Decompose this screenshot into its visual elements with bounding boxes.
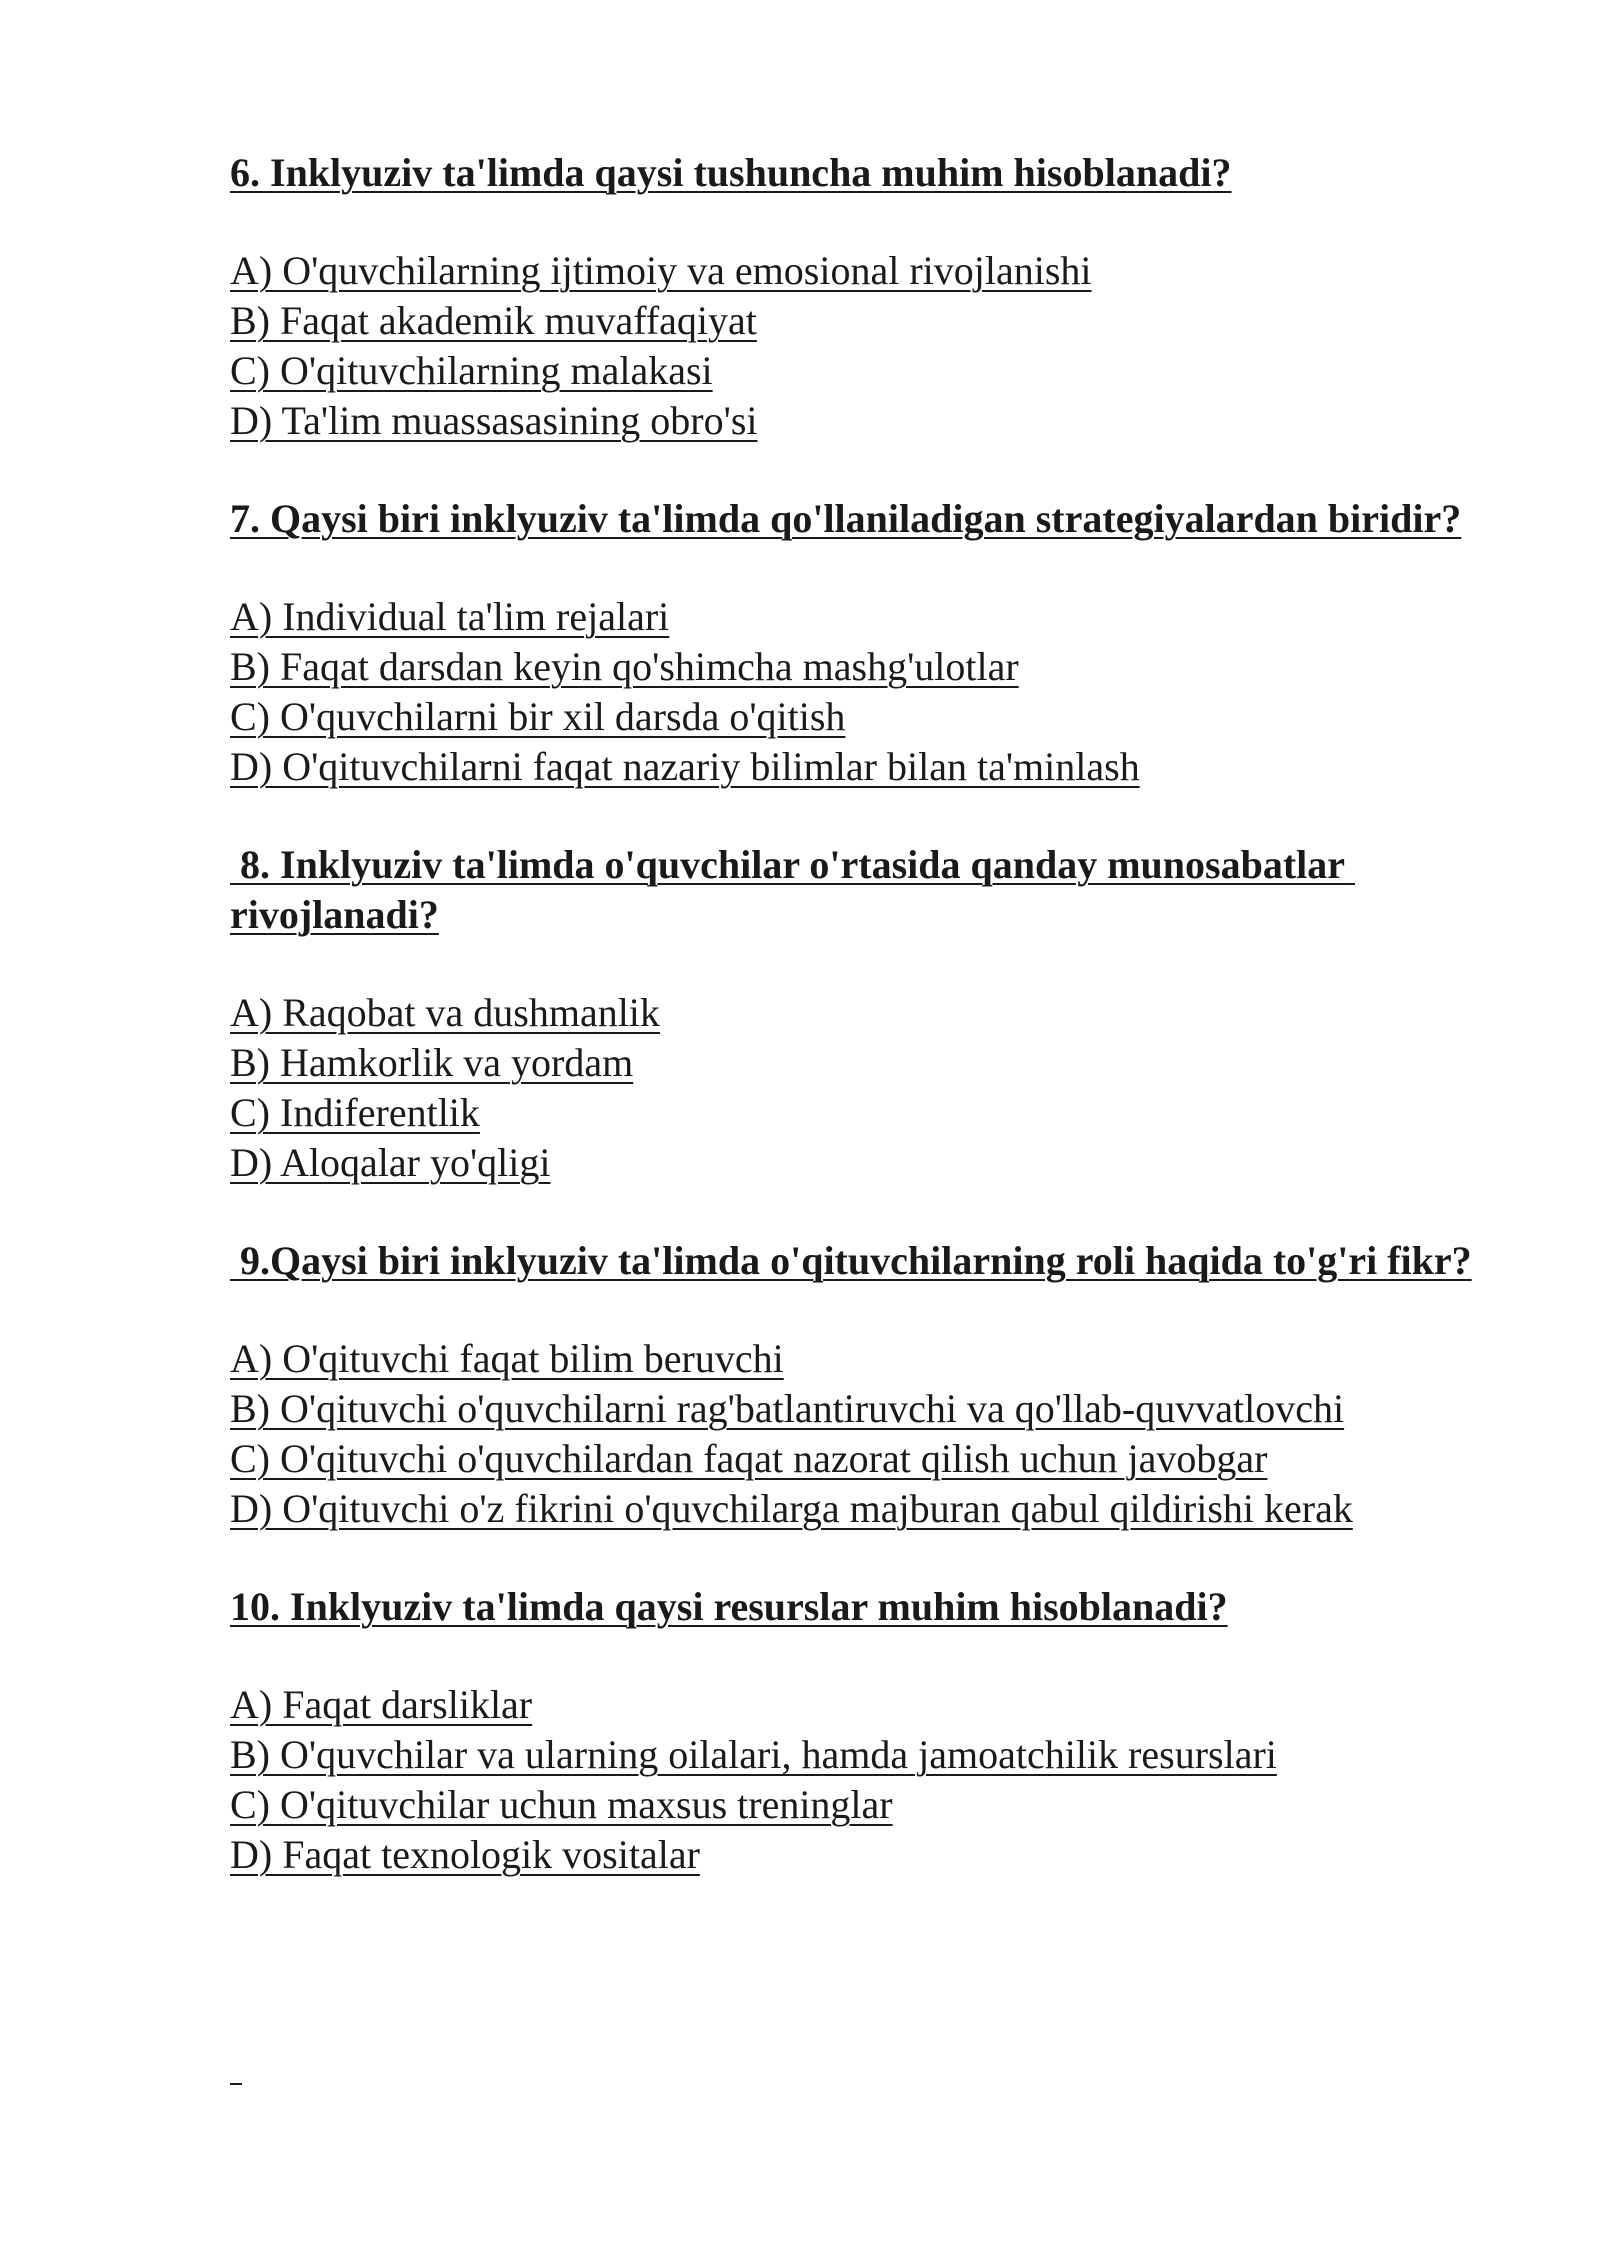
answer-option-text: B) O'quvchilar va ularning oilalari, hamda jamoatchilik resurslari	[230, 1732, 1277, 1777]
answer-option-c	[230, 346, 1500, 396]
answer-option-text: A) Faqat darsliklar	[230, 1682, 533, 1727]
answer-option-text: A) O'quvchilarning ijtimoiy va emosional rivojlanishi	[230, 248, 1092, 293]
question-block-6	[230, 148, 1500, 446]
answer-option-b	[230, 1384, 1500, 1434]
answer-option-d	[230, 1484, 1500, 1534]
answer-option-b	[230, 296, 1500, 346]
answer-option-text: B) Faqat akademik muvaffaqiyat	[230, 298, 757, 343]
answer-option-text: C) O'quvchilarni bir xil darsda o'qitish	[230, 694, 846, 739]
answer-option-text: B) Hamkorlik va yordam	[230, 1040, 634, 1085]
answer-option-text: C) O'qituvchilarning malakasi	[230, 348, 713, 393]
answer-option-text: B) Faqat darsdan keyin qo'shimcha mashg'ulotlar	[230, 644, 1019, 689]
question-heading	[230, 148, 1500, 198]
answer-option-b	[230, 642, 1500, 692]
answer-option-d	[230, 1138, 1500, 1188]
question-heading	[230, 1236, 1500, 1286]
answer-option-a	[230, 1334, 1500, 1384]
question-text: 8. Inklyuziv ta'limda o'quvchilar o'rtasida qanday munosabatlar rivojlanadi?	[230, 842, 1356, 937]
answer-option-text: D) O'qituvchi o'z fikrini o'quvchilarga majburan qabul qildirishi kerak	[230, 1486, 1353, 1531]
answer-option-text: D) Aloqalar yo'qligi	[230, 1140, 551, 1185]
answer-options	[230, 592, 1500, 792]
question-block-8	[230, 840, 1500, 1188]
answer-option-d	[230, 396, 1500, 446]
answer-option-a	[230, 592, 1500, 642]
question-text: 7. Qaysi biri inklyuziv ta'limda qo'llaniladigan strategiyalardan biridir?	[230, 496, 1462, 541]
answer-option-text: D) O'qituvchilarni faqat nazariy bilimlar bilan ta'minlash	[230, 744, 1140, 789]
answer-option-c	[230, 1088, 1500, 1138]
answer-option-d	[230, 742, 1500, 792]
question-block-9	[230, 1236, 1500, 1534]
answer-option-c	[230, 692, 1500, 742]
answer-option-b	[230, 1730, 1500, 1780]
answer-options	[230, 988, 1500, 1188]
answer-option-c	[230, 1434, 1500, 1484]
answer-options	[230, 1334, 1500, 1534]
answer-option-text: C) Indiferentlik	[230, 1090, 480, 1135]
trailing-underline-mark	[230, 2083, 242, 2085]
question-text: 10. Inklyuziv ta'limda qaysi resurslar muhim hisoblanadi?	[230, 1584, 1228, 1629]
question-block-7	[230, 494, 1500, 792]
question-text: 9.Qaysi biri inklyuziv ta'limda o'qituvchilarning roli haqida to'g'ri fikr?	[230, 1238, 1472, 1283]
answer-option-a	[230, 246, 1500, 296]
answer-option-text: A) O'qituvchi faqat bilim beruvchi	[230, 1336, 784, 1381]
question-text: 6. Inklyuziv ta'limda qaysi tushuncha muhim hisoblanadi?	[230, 150, 1232, 195]
question-block-10	[230, 1582, 1500, 1880]
answer-option-text: A) Individual ta'lim rejalari	[230, 594, 670, 639]
answer-option-text: D) Ta'lim muassasasining obro'si	[230, 398, 758, 443]
answer-option-b	[230, 1038, 1500, 1088]
answer-option-text: C) O'qituvchilar uchun maxsus treninglar	[230, 1782, 893, 1827]
answer-option-d	[230, 1830, 1500, 1880]
question-heading	[230, 494, 1500, 544]
question-heading	[230, 840, 1500, 940]
answer-option-text: C) O'qituvchi o'quvchilardan faqat nazorat qilish uchun javobgar	[230, 1436, 1268, 1481]
answer-options	[230, 1680, 1500, 1880]
answer-option-a	[230, 988, 1500, 1038]
question-heading	[230, 1582, 1500, 1632]
answer-option-c	[230, 1780, 1500, 1830]
answer-option-text: B) O'qituvchi o'quvchilarni rag'batlantiruvchi va qo'llab-quvvatlovchi	[230, 1386, 1345, 1431]
answer-option-a	[230, 1680, 1500, 1730]
quiz-document	[230, 148, 1500, 1928]
answer-options	[230, 246, 1500, 446]
answer-option-text: D) Faqat texnologik vositalar	[230, 1832, 700, 1877]
answer-option-text: A) Raqobat va dushmanlik	[230, 990, 660, 1035]
